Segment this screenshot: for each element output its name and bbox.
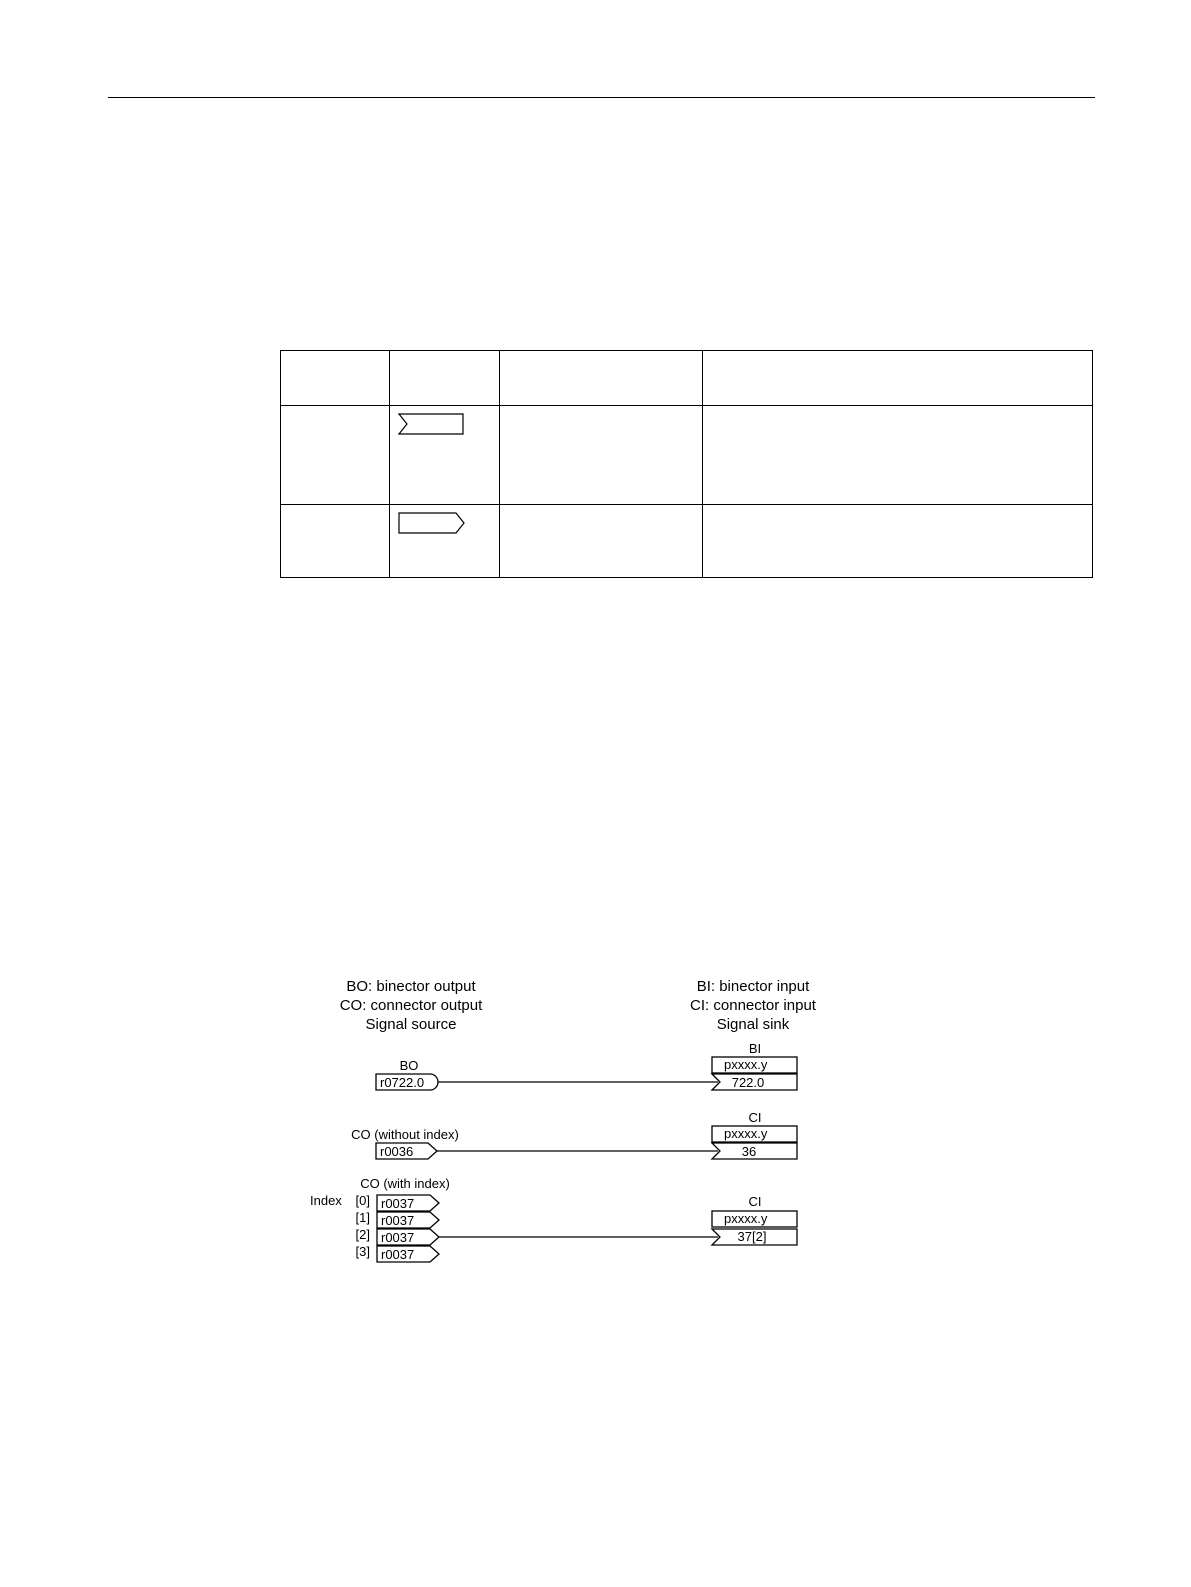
index-0: [0] — [355, 1193, 370, 1208]
table-header-row — [281, 351, 1093, 406]
sink-header-line-1: BI: binector input — [696, 978, 810, 995]
row2-cell-4 — [703, 505, 1093, 578]
row2-cell-symbol — [390, 505, 500, 578]
row1-cell-symbol — [390, 406, 500, 505]
header-cell-3 — [500, 351, 703, 406]
ci2-param: pxxxx.y — [724, 1211, 768, 1226]
coi-param-1: r0037 — [381, 1213, 415, 1228]
index-label: Index — [310, 1193, 342, 1208]
sink-header-line-2: CI: connector input — [690, 997, 816, 1014]
co-label: CO (without index) — [351, 1127, 459, 1142]
co-param: r0036 — [380, 1144, 414, 1159]
ci2-value: 37[2] — [737, 1229, 767, 1244]
bo-param: r0722.0 — [380, 1075, 425, 1090]
bi-label: BI — [748, 1041, 762, 1056]
header-cell-2 — [390, 351, 500, 406]
bico-diagram — [300, 968, 840, 1273]
bi-param: pxxxx.y — [724, 1057, 768, 1072]
source-header-line-2: CO: connector output — [339, 997, 483, 1014]
row2-cell-3 — [500, 505, 703, 578]
ci-value: 36 — [741, 1144, 757, 1159]
row1-cell-1 — [281, 406, 390, 505]
input-symbol-icon — [398, 412, 468, 436]
source-header-line-1: BO: binector output — [346, 978, 476, 995]
source-header-line-3: Signal source — [365, 1016, 457, 1033]
bi-value: 722.0 — [731, 1075, 765, 1090]
header-cell-4 — [703, 351, 1093, 406]
output-symbol-icon — [398, 511, 468, 535]
row2-cell-1 — [281, 505, 390, 578]
header-cell-1 — [281, 351, 390, 406]
index-1: [1] — [355, 1210, 370, 1225]
bico-interconnection-svg — [300, 968, 840, 1268]
coi-param-2: r0037 — [381, 1230, 415, 1245]
symbol-table — [280, 350, 1093, 577]
ci-param: pxxxx.y — [724, 1126, 768, 1141]
table-row — [281, 505, 1093, 578]
coi-label: CO (with index) — [360, 1176, 450, 1191]
row1-cell-3 — [500, 406, 703, 505]
coi-param-3: r0037 — [381, 1247, 415, 1262]
ci-label: CI — [748, 1110, 762, 1125]
ci2-label: CI — [748, 1194, 762, 1209]
header-rule — [108, 97, 1095, 98]
index-2: [2] — [355, 1227, 370, 1242]
coi-param-0: r0037 — [381, 1196, 415, 1211]
bo-label: BO — [399, 1058, 419, 1073]
table-row — [281, 406, 1093, 505]
sink-header-line-3: Signal sink — [716, 1016, 790, 1033]
row1-cell-4 — [703, 406, 1093, 505]
index-3: [3] — [355, 1244, 370, 1259]
